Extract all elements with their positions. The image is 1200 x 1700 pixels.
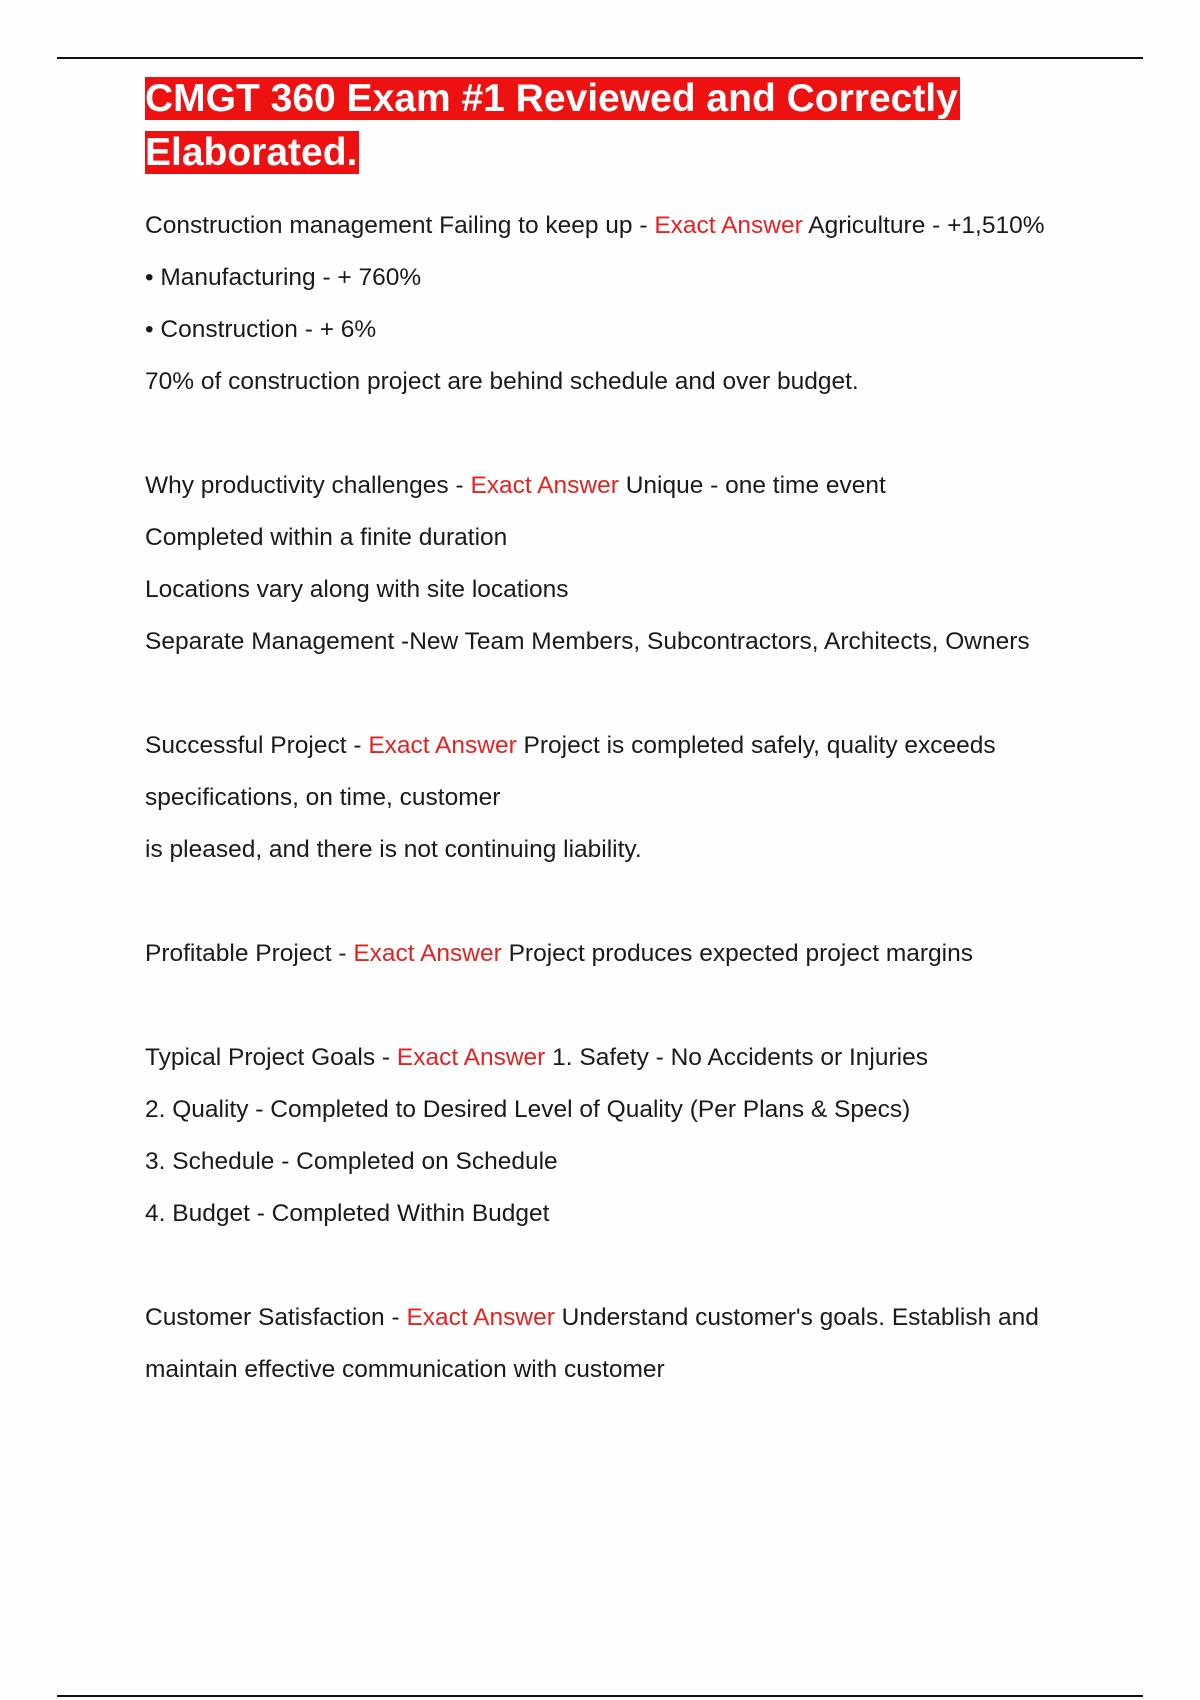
answer-line: 70% of construction project are behind schedule and over budget. xyxy=(145,368,859,395)
qa-line xyxy=(145,460,1105,512)
answer-line: Separate Management -New Team Members, Subcontractors, Architects, Owners xyxy=(145,628,1030,655)
answer-label: Exact Answer xyxy=(470,472,619,499)
answer-label: Exact Answer xyxy=(654,212,803,239)
answer-line: is pleased, and there is not continuing liability. xyxy=(145,836,642,863)
answer-line: Completed within a finite duration xyxy=(145,524,508,551)
spacer xyxy=(145,668,1105,720)
answer-line: Locations vary along with site locations xyxy=(145,576,569,603)
answer-label: Exact Answer xyxy=(353,940,502,967)
question-text: Why productivity challenges - xyxy=(145,472,471,499)
spacer xyxy=(145,876,1105,928)
spacer xyxy=(145,980,1105,1032)
answer-text: Understand customer's goals. Establish and xyxy=(554,1304,1039,1331)
answer-line: 4. Budget - Completed Within Budget xyxy=(145,1200,550,1227)
question-text: Construction management Failing to keep up - xyxy=(145,212,655,239)
answer-line: 2. Quality - Completed to Desired Level of Quality (Per Plans & Specs) xyxy=(145,1096,911,1123)
answer-line: 3. Schedule - Completed on Schedule xyxy=(145,1148,558,1175)
spacer xyxy=(145,408,1105,460)
question-text: Successful Project - xyxy=(145,732,369,759)
answer-text: Project is completed safely, quality exceeds xyxy=(516,732,996,759)
document-body xyxy=(145,200,1105,1396)
title-line-1: CMGT 360 Exam #1 Reviewed and Correctly xyxy=(145,77,958,120)
answer-text: Project produces expected project margins xyxy=(501,940,973,967)
top-rule xyxy=(57,57,1143,59)
qa-line xyxy=(145,928,1105,980)
question-text: Profitable Project - xyxy=(145,940,354,967)
answer-line: • Manufacturing - + 760% xyxy=(145,264,422,291)
qa-line xyxy=(145,1032,1105,1084)
answer-line: specifications, on time, customer xyxy=(145,784,501,811)
answer-label: Exact Answer xyxy=(368,732,517,759)
answer-line: maintain effective communication with customer xyxy=(145,1356,665,1383)
title-highlight xyxy=(145,77,960,174)
question-text: Typical Project Goals - xyxy=(145,1044,397,1071)
answer-text: 1. Safety - No Accidents or Injuries xyxy=(545,1044,928,1071)
document-title xyxy=(145,72,1045,180)
answer-text: Agriculture - +1,510% xyxy=(802,212,1045,239)
qa-line xyxy=(145,1292,1105,1344)
answer-line: • Construction - + 6% xyxy=(145,316,377,343)
bottom-rule xyxy=(57,1695,1143,1697)
answer-text: Unique - one time event xyxy=(618,472,886,499)
answer-label: Exact Answer xyxy=(406,1304,555,1331)
qa-line xyxy=(145,200,1105,252)
spacer xyxy=(145,1240,1105,1292)
qa-line xyxy=(145,720,1105,772)
answer-label: Exact Answer xyxy=(396,1044,546,1071)
title-line-2: Elaborated. xyxy=(145,131,358,174)
question-text: Customer Satisfaction - xyxy=(145,1304,407,1331)
